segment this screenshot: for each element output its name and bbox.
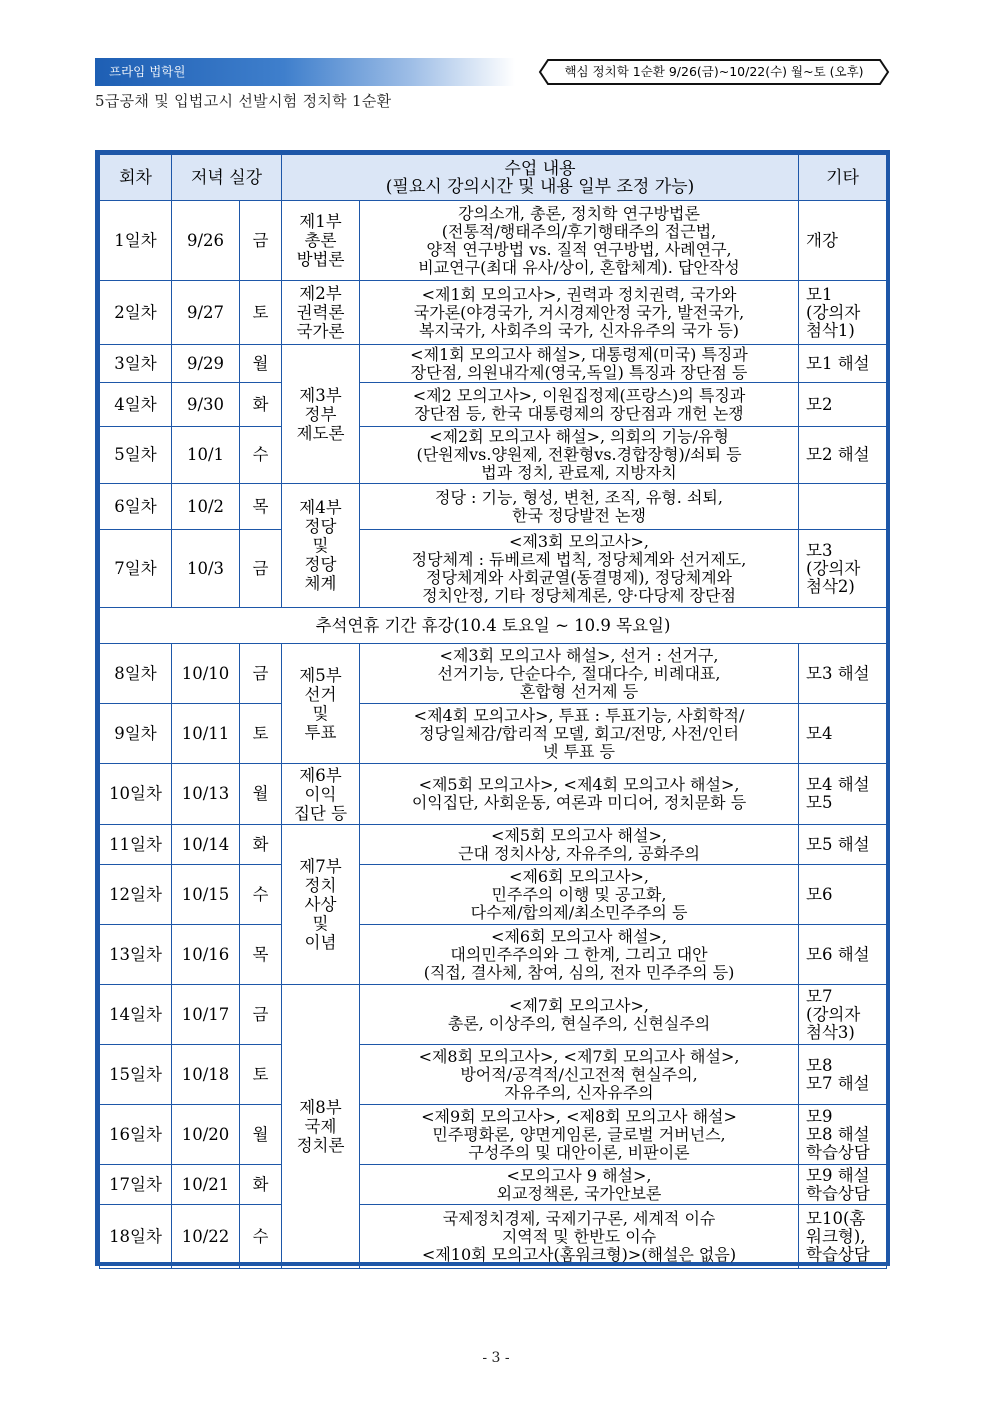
- course-title: 핵심 정치학 1순환 9/26(금)~10/22(수) 월~토 (오후): [564, 64, 864, 79]
- session-cell: 14일차: [100, 985, 172, 1045]
- date-cell: 9/30: [172, 383, 240, 427]
- holiday-notice: 추석연휴 기간 휴강(10.4 토요일 ~ 10.9 목요일): [100, 608, 887, 644]
- cell-line: 국가론(야경국가, 거시경제안정 국가, 발전국가,: [413, 302, 745, 322]
- note-cell: [799, 1165, 887, 1205]
- cell-line: 이념: [304, 933, 337, 952]
- cell-line: 비교연구(최대 유사/상이, 혼합체계). 답안작성: [418, 257, 740, 277]
- cell-line: 법과 정치, 관료제, 지방자치: [481, 463, 677, 482]
- table-row: [100, 345, 887, 383]
- cell-line: 모5 해설: [806, 834, 870, 854]
- document-subtitle: 5급공채 및 입법고시 선발시험 정치학 1순환: [95, 92, 392, 110]
- cell-line: 학습상담: [806, 1244, 870, 1264]
- session-cell: 5일차: [100, 427, 172, 484]
- session-cell: 9일차: [100, 704, 172, 764]
- cell-line: 정부: [304, 404, 337, 424]
- content-cell: [360, 427, 799, 484]
- cell-line: 모6: [806, 884, 833, 904]
- table-row: [100, 985, 887, 1045]
- note-cell: [799, 484, 887, 530]
- cell-line: 정치안정, 기타 정당체계론, 양·다당제 장단점: [422, 585, 736, 605]
- cell-line: <제8회 모의고사>, <제7회 모의고사 해설>,: [418, 1046, 740, 1066]
- note-cell: [799, 644, 887, 704]
- cell-line: 정치: [304, 876, 337, 895]
- cell-line: 정당: [304, 517, 337, 536]
- cell-line: <제6회 모의고사>,: [509, 866, 649, 886]
- cell-line: 첨삭1): [806, 320, 855, 340]
- cell-line: 모7: [806, 986, 833, 1006]
- weekday-cell: 화: [240, 1165, 282, 1205]
- table-row: [100, 865, 887, 925]
- part-cell: [282, 764, 360, 825]
- table-row: [100, 704, 887, 764]
- cell-line: (강의자: [806, 302, 861, 322]
- table-row: [100, 383, 887, 427]
- weekday-cell: 금: [240, 530, 282, 608]
- content-cell: [360, 704, 799, 764]
- cell-line: <제3회 모의고사 해설>, 선거 : 선거구,: [439, 645, 719, 665]
- cell-line: 첨삭3): [806, 1022, 855, 1042]
- header-content-line: 수업 내용: [504, 158, 576, 179]
- session-cell: 3일차: [100, 345, 172, 383]
- cell-line: 정당: [304, 555, 337, 574]
- cell-line: 학습상담: [806, 1183, 870, 1203]
- note-cell: [799, 201, 887, 281]
- header-content-line: (필요시 강의시간 및 내용 일부 조정 가능): [385, 176, 695, 197]
- cell-line: 모3 해설: [806, 663, 870, 683]
- course-label: [538, 58, 890, 86]
- session-cell: 17일차: [100, 1165, 172, 1205]
- content-cell: [360, 484, 799, 530]
- session-cell: 6일차: [100, 484, 172, 530]
- cell-line: 모1 해설: [806, 353, 870, 373]
- cell-line: 근대 정치사상, 자유주의, 공화주의: [458, 843, 700, 863]
- header-session: 회차: [100, 155, 172, 201]
- cell-line: 총론: [304, 231, 337, 250]
- weekday-cell: 월: [240, 345, 282, 383]
- cell-line: (단원제vs.양원제, 전환형vs.경합장형)/쇠퇴 등: [416, 445, 742, 464]
- cell-line: 양적 연구방법 vs. 질적 연구방법, 사례연구,: [426, 239, 732, 259]
- cell-line: 자유주의, 신자유주의: [504, 1082, 654, 1102]
- cell-line: 모6 해설: [806, 944, 870, 964]
- date-cell: 10/3: [172, 530, 240, 608]
- cell-line: 모7 해설: [806, 1073, 870, 1093]
- cell-line: 모8 해설: [806, 1124, 870, 1144]
- content-cell: [360, 925, 799, 985]
- cell-line: (직접, 결사체, 참여, 심의, 전자 민주주의 등): [423, 962, 735, 982]
- weekday-cell: 목: [240, 925, 282, 985]
- content-cell: [360, 825, 799, 865]
- weekday-cell: 토: [240, 704, 282, 764]
- note-cell: [799, 427, 887, 484]
- note-cell: [799, 865, 887, 925]
- part-cell: [282, 985, 360, 1269]
- date-cell: 10/18: [172, 1045, 240, 1105]
- cell-line: 제7부: [299, 857, 342, 876]
- cell-line: 대의민주주의와 그 한계, 그리고 대안: [450, 944, 708, 964]
- date-cell: 10/22: [172, 1205, 240, 1269]
- cell-line: 제5부: [299, 665, 342, 685]
- cell-line: <제2 모의고사>, 이원집정제(프랑스)의 특징과: [412, 385, 746, 405]
- table-row: [100, 825, 887, 865]
- cell-line: 모8: [806, 1055, 833, 1075]
- content-cell: [360, 530, 799, 608]
- weekday-cell: 목: [240, 484, 282, 530]
- cell-line: 총론, 이상주의, 현실주의, 신현실주의: [447, 1013, 711, 1033]
- cell-line: 선거기능, 단순다수, 절대다수, 비례대표,: [437, 663, 721, 683]
- cell-line: 집단 등: [293, 803, 348, 823]
- weekday-cell: 화: [240, 825, 282, 865]
- cell-line: 및: [312, 914, 329, 933]
- cell-line: 체계: [304, 574, 337, 593]
- cell-line: 투표: [304, 722, 337, 742]
- note-cell: [799, 764, 887, 825]
- date-cell: 10/20: [172, 1105, 240, 1165]
- date-cell: 10/11: [172, 704, 240, 764]
- note-cell: [799, 345, 887, 383]
- cell-line: 및: [312, 703, 329, 723]
- note-cell: [799, 704, 887, 764]
- cell-line: 모3: [806, 540, 833, 560]
- cell-line: 이익집단, 사회운동, 여론과 미디어, 정치문화 등: [411, 793, 747, 812]
- content-cell: [360, 644, 799, 704]
- note-cell: [799, 1105, 887, 1165]
- cell-line: <제10회 모의고사(홈워크형)>(해설은 없음): [421, 1244, 737, 1264]
- schedule-table: [99, 154, 887, 1269]
- date-cell: 10/1: [172, 427, 240, 484]
- part-cell: [282, 484, 360, 608]
- content-cell: [360, 1205, 799, 1269]
- date-cell: 9/29: [172, 345, 240, 383]
- table-row: [100, 427, 887, 484]
- session-cell: 13일차: [100, 925, 172, 985]
- cell-line: <제9회 모의고사>, <제8회 모의고사 해설>: [421, 1106, 737, 1126]
- cell-line: 모4: [806, 723, 833, 743]
- cell-line: 모1: [806, 284, 833, 304]
- weekday-cell: 토: [240, 281, 282, 345]
- date-cell: 10/16: [172, 925, 240, 985]
- cell-line: 외교정책론, 국가안보론: [496, 1183, 662, 1203]
- date-cell: 9/26: [172, 201, 240, 281]
- cell-line: 정당체계 : 듀베르제 법칙, 정당체계와 선거제도,: [411, 549, 747, 569]
- cell-line: 방법론: [296, 250, 345, 269]
- table-row: [100, 925, 887, 985]
- cell-line: 제도론: [296, 423, 345, 443]
- brand-bar: [95, 58, 515, 86]
- session-cell: 10일차: [100, 764, 172, 825]
- table-row: [100, 1165, 887, 1205]
- note-cell: [799, 825, 887, 865]
- cell-line: 방어적/공격적/신고전적 현실주의,: [460, 1064, 698, 1084]
- cell-line: 모9: [806, 1106, 833, 1126]
- note-cell: [799, 985, 887, 1045]
- cell-line: <제3회 모의고사>,: [509, 531, 649, 551]
- cell-line: 제6부: [299, 765, 342, 785]
- session-cell: 4일차: [100, 383, 172, 427]
- cell-line: 선거: [304, 684, 337, 704]
- content-cell: [360, 764, 799, 825]
- header-date: 저녁 실강: [172, 155, 282, 201]
- cell-line: 국제정치경제, 국제기구론, 세계적 이슈: [442, 1208, 716, 1228]
- cell-line: 강의소개, 총론, 정치학 연구방법론: [458, 203, 700, 223]
- cell-line: <모의고사 9 해설>,: [506, 1165, 652, 1185]
- cell-line: <제2회 모의고사 해설>, 의회의 기능/유형: [429, 427, 729, 446]
- note-cell: [799, 383, 887, 427]
- cell-line: 제2부: [299, 284, 342, 303]
- content-cell: [360, 1105, 799, 1165]
- table-row: [100, 644, 887, 704]
- table-row: [100, 201, 887, 281]
- cell-line: 첨삭2): [806, 576, 855, 596]
- date-cell: 10/15: [172, 865, 240, 925]
- weekday-cell: 수: [240, 865, 282, 925]
- session-cell: 16일차: [100, 1105, 172, 1165]
- cell-line: 민주주의 이행 및 공고화,: [491, 884, 667, 904]
- session-cell: 1일차: [100, 201, 172, 281]
- table-header-row: [100, 155, 887, 201]
- content-cell: [360, 345, 799, 383]
- cell-line: 정당일체감/합리적 모델, 회고/전망, 사전/인터: [419, 723, 739, 743]
- weekday-cell: 금: [240, 644, 282, 704]
- content-cell: [360, 1045, 799, 1105]
- content-cell: [360, 201, 799, 281]
- table-row: [100, 484, 887, 530]
- holiday-row: [100, 608, 887, 644]
- content-cell: [360, 1165, 799, 1205]
- brand-name: 프라임 법학원: [109, 64, 186, 79]
- cell-line: 워크형),: [806, 1226, 866, 1246]
- cell-line: 장단점 등, 한국 대통령제의 장단점과 개헌 논쟁: [414, 403, 744, 423]
- table-row: [100, 281, 887, 345]
- table-row: [100, 764, 887, 825]
- cell-line: 장단점, 의원내각제(영국,독일) 특징과 장단점 등: [410, 362, 748, 382]
- cell-line: 제8부: [299, 1098, 342, 1117]
- schedule-table-frame: [95, 150, 890, 1266]
- date-cell: 10/21: [172, 1165, 240, 1205]
- content-cell: [360, 985, 799, 1045]
- page-number: - 3 -: [482, 1350, 510, 1366]
- cell-line: 넷 투표 등: [543, 741, 615, 761]
- cell-line: 구성주의 및 대안이론, 비판이론: [468, 1142, 690, 1162]
- session-cell: 11일차: [100, 825, 172, 865]
- session-cell: 2일차: [100, 281, 172, 345]
- date-cell: 10/13: [172, 764, 240, 825]
- cell-line: 정당 : 기능, 형성, 변천, 조직, 유형. 쇠퇴,: [435, 487, 723, 507]
- part-cell: [282, 644, 360, 764]
- cell-line: (강의자: [806, 558, 861, 578]
- cell-line: 개강: [806, 230, 838, 250]
- cell-line: 제3부: [299, 385, 342, 405]
- cell-line: 모10(홈: [806, 1208, 866, 1228]
- part-cell: [282, 825, 360, 985]
- cell-line: 모4 해설: [806, 775, 870, 794]
- weekday-cell: 토: [240, 1045, 282, 1105]
- cell-line: 정치론: [296, 1136, 345, 1155]
- note-cell: [799, 1205, 887, 1269]
- content-cell: [360, 865, 799, 925]
- cell-line: 혼합형 선거제 등: [519, 681, 639, 701]
- content-cell: [360, 383, 799, 427]
- part-cell: [282, 281, 360, 345]
- cell-line: 사상: [304, 895, 337, 914]
- note-cell: [799, 1045, 887, 1105]
- table-row: [100, 530, 887, 608]
- cell-line: 모5: [806, 793, 833, 812]
- cell-line: 모2 해설: [806, 445, 870, 464]
- date-cell: 10/14: [172, 825, 240, 865]
- cell-line: 모9 해설: [806, 1165, 870, 1185]
- content-cell: [360, 281, 799, 345]
- weekday-cell: 월: [240, 764, 282, 825]
- note-cell: [799, 925, 887, 985]
- date-cell: 10/2: [172, 484, 240, 530]
- cell-line: <제7회 모의고사>,: [509, 995, 649, 1015]
- header-content: [282, 155, 799, 201]
- cell-line: 모2: [806, 394, 833, 414]
- cell-line: <제6회 모의고사 해설>,: [491, 926, 667, 946]
- session-cell: 12일차: [100, 865, 172, 925]
- session-cell: 15일차: [100, 1045, 172, 1105]
- cell-line: 이익: [304, 784, 337, 804]
- date-cell: 10/10: [172, 644, 240, 704]
- cell-line: <제4회 모의고사>, 투표 : 투표기능, 사회학적/: [413, 705, 745, 725]
- cell-line: 한국 정당발전 논쟁: [512, 505, 646, 525]
- cell-line: 제4부: [299, 498, 342, 517]
- weekday-cell: 수: [240, 427, 282, 484]
- cell-line: <제1회 모의고사 해설>, 대통령제(미국) 특징과: [410, 344, 748, 364]
- weekday-cell: 월: [240, 1105, 282, 1165]
- table-row: [100, 1205, 887, 1269]
- cell-line: 다수제/합의제/최소민주주의 등: [470, 902, 688, 922]
- date-cell: 10/17: [172, 985, 240, 1045]
- cell-line: <제1회 모의고사>, 권력과 정치권력, 국가와: [421, 284, 737, 304]
- cell-line: 국제: [304, 1117, 337, 1136]
- table-row: [100, 1105, 887, 1165]
- session-cell: 18일차: [100, 1205, 172, 1269]
- table-row: [100, 1045, 887, 1105]
- date-cell: 9/27: [172, 281, 240, 345]
- cell-line: 정당체계와 사회균열(동결명제), 정당체계와: [426, 567, 732, 587]
- note-cell: [799, 281, 887, 345]
- part-cell: [282, 201, 360, 281]
- cell-line: 복지국가, 사회주의 국가, 신자유주의 국가 등): [418, 320, 740, 340]
- session-cell: 7일차: [100, 530, 172, 608]
- cell-line: 민주평화론, 양면게임론, 글로벌 거버넌스,: [432, 1124, 726, 1144]
- cell-line: <제5회 모의고사>, <제4회 모의고사 해설>,: [418, 775, 740, 794]
- cell-line: 학습상담: [806, 1142, 870, 1162]
- part-cell: [282, 345, 360, 484]
- weekday-cell: 화: [240, 383, 282, 427]
- header-note: 기타: [799, 155, 887, 201]
- cell-line: 및: [312, 536, 329, 555]
- weekday-cell: 수: [240, 1205, 282, 1269]
- weekday-cell: 금: [240, 201, 282, 281]
- cell-line: (강의자: [806, 1004, 861, 1024]
- cell-line: <제5회 모의고사 해설>,: [491, 825, 667, 845]
- session-cell: 8일차: [100, 644, 172, 704]
- cell-line: 국가론: [296, 322, 345, 341]
- cell-line: 지역적 및 한반도 이슈: [501, 1226, 657, 1246]
- cell-line: 제1부: [299, 212, 342, 231]
- note-cell: [799, 530, 887, 608]
- cell-line: (전통적/행태주의/후기행태주의 접근법,: [441, 221, 717, 241]
- cell-line: 권력론: [296, 303, 345, 322]
- weekday-cell: 금: [240, 985, 282, 1045]
